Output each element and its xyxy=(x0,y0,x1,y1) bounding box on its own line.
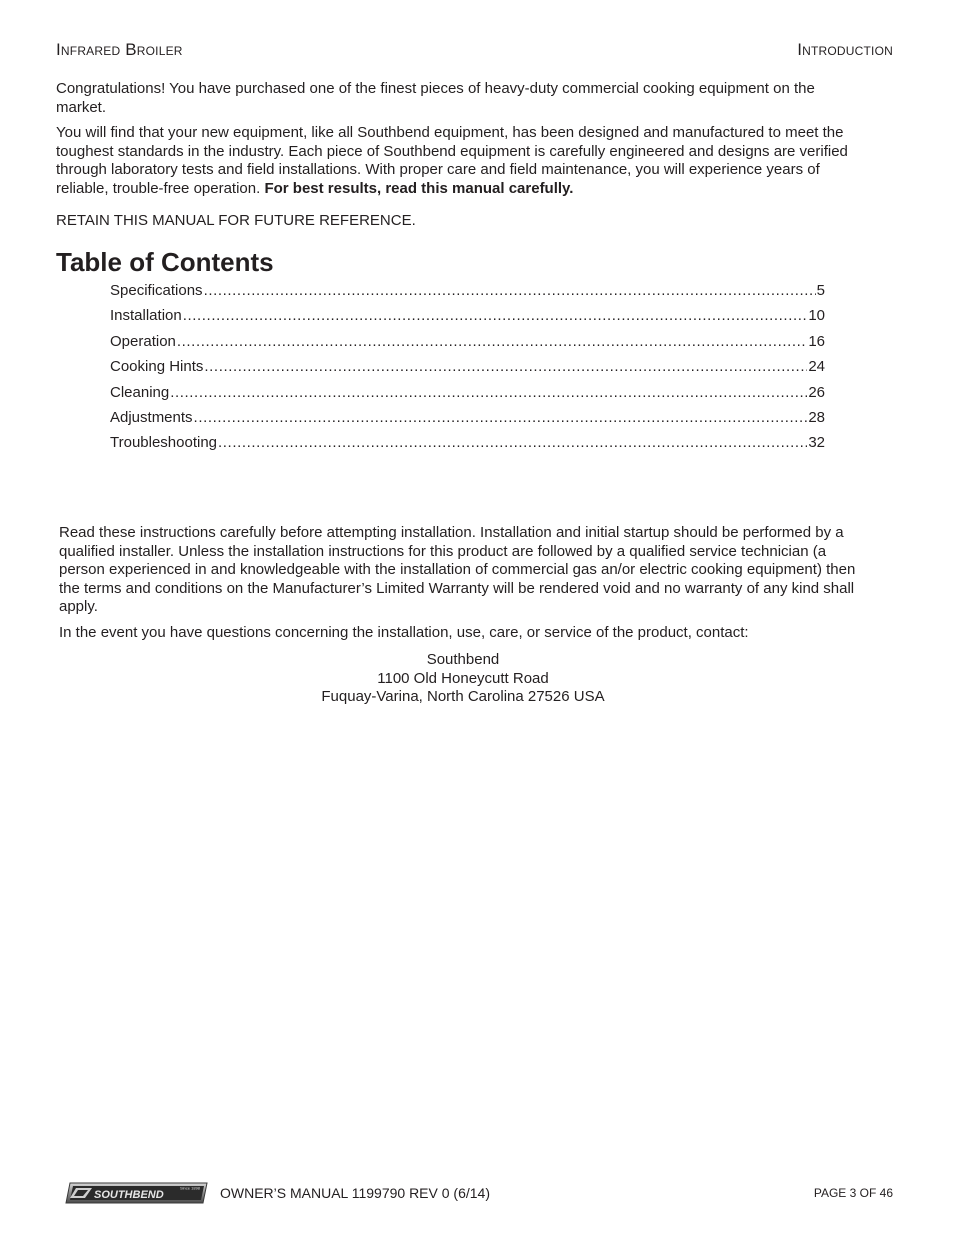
toc-leader-dots xyxy=(170,384,807,401)
contact-paragraph: In the event you have questions concerning the installation, use, care, or service of the product, contact: xyxy=(59,623,749,641)
toc-entry-label: Troubleshooting xyxy=(110,434,218,452)
toc-entry-specifications[interactable] xyxy=(110,282,825,307)
table-of-contents xyxy=(110,282,825,460)
toc-leader-dots xyxy=(194,409,808,426)
toc-entry-label: Adjustments xyxy=(110,408,193,426)
toc-leader-dots xyxy=(204,282,816,299)
toc-entry-page: 32 xyxy=(808,434,825,452)
toc-entry-operation[interactable] xyxy=(110,333,825,358)
toc-leader-dots xyxy=(204,358,807,375)
toc-entry-page: 10 xyxy=(808,307,825,325)
logo-wordmark: SOUTHBEND xyxy=(94,1189,164,1201)
header-section: Introduction xyxy=(797,40,893,59)
toc-entry-page: 5 xyxy=(816,282,825,299)
toc-leader-dots xyxy=(218,434,807,451)
toc-entry-label: Installation xyxy=(110,307,182,325)
toc-entry-cooking-hints[interactable] xyxy=(110,358,825,383)
toc-leader-dots xyxy=(177,333,807,350)
toc-entry-label: Specifications xyxy=(110,282,203,299)
toc-entry-page: 28 xyxy=(808,408,825,426)
toc-entry-page: 24 xyxy=(808,358,825,376)
toc-entry-label: Operation xyxy=(110,332,176,350)
address-street: 1100 Old Honeycutt Road xyxy=(377,669,549,687)
contact-address xyxy=(0,651,926,707)
toc-entry-page: 26 xyxy=(808,383,825,401)
toc-title: Table of Contents xyxy=(56,247,274,277)
toc-leader-dots xyxy=(183,307,808,324)
intro-section xyxy=(56,80,856,237)
toc-entry-label: Cleaning xyxy=(110,383,170,401)
address-company: Southbend xyxy=(426,651,500,668)
toc-entry-page: 16 xyxy=(808,332,825,350)
intro-paragraph-1: Congratulations! You have purchased one of the finest pieces of heavy-duty commercial cooking equipment on the market. xyxy=(56,80,815,116)
toc-entry-troubleshooting[interactable] xyxy=(110,434,825,459)
address-city: Fuquay-Varina, North Carolina 27526 USA xyxy=(321,688,605,706)
manual-number: OWNER’S MANUAL 1199790 REV 0 (6/14) xyxy=(220,1185,490,1201)
southbend-logo xyxy=(64,1181,210,1205)
intro-paragraph-2 xyxy=(56,124,856,198)
page-header xyxy=(56,40,893,60)
intro-paragraph-2-emphasis: For best results, read this manual carefully. xyxy=(264,179,574,197)
southbend-logo-graphic xyxy=(64,1181,210,1205)
toc-entry-cleaning[interactable] xyxy=(110,384,825,409)
installation-paragraph: Read these instructions carefully before attempting installation. Installation and initial startup should be performed by a qualified installer. Unless the installation instructions for this product are followed by a qualified service technician (a person experienced in and knowledgeable with the installation of commercial gas an/or electric cooking equipment) then the terms and conditions on the Manufacturer’s Limited Warranty will be rendered void and no warranty of any kind shall apply. xyxy=(59,524,856,616)
page-number: PAGE 3 OF 46 xyxy=(813,1186,893,1200)
retain-notice: RETAIN THIS MANUAL FOR FUTURE REFERENCE. xyxy=(56,211,416,229)
page-footer xyxy=(64,1180,893,1206)
toc-entry-label: Cooking Hints xyxy=(110,358,204,376)
installation-notice xyxy=(59,524,869,650)
logo-since: Since 1898 xyxy=(180,1185,201,1191)
toc-entry-adjustments[interactable] xyxy=(110,409,825,434)
toc-entry-installation[interactable] xyxy=(110,307,825,332)
intro-paragraph-2-text: You will find that your new equipment, like all Southbend equipment, has been designed and manufactured to meet the toughest standards in the industry. Each piece of Southbend equipment is carefully engineered and designs are verified through laboratory tests and field installations. With proper care and field maintenance, you will experience years of reliable, trouble-free operation. xyxy=(56,124,848,197)
header-title: Infrared Broiler xyxy=(56,40,183,59)
